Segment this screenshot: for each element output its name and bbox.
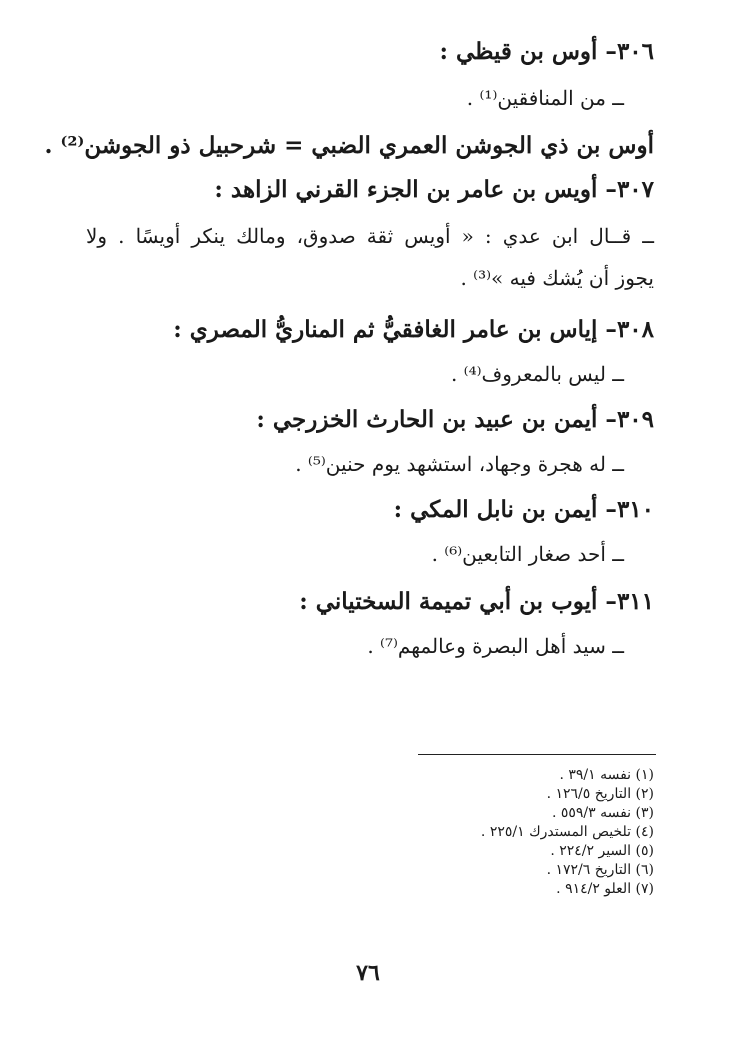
entry-307-quote-line-1: ــ قــال ابن عدي : « أويس ثقة صدوق، ومالك ينكر أويسًا . ولا: [86, 224, 654, 248]
entry-311-note: ــ سيد أهل البصرة وعالمهم⁽⁷⁾ .: [367, 634, 624, 658]
entry-308-note: ــ ليس بالمعروف⁽⁴⁾ .: [450, 362, 624, 386]
entry-306-note: ــ من المنافقين⁽¹⁾ .: [466, 86, 624, 110]
footnote-1: (١) نفسه ٣٩/١ .: [559, 767, 654, 783]
footnote-2: (٢) التاريخ ١٢٦/٥ .: [546, 786, 654, 802]
entry-310-note: ــ أحد صغار التابعين⁽⁶⁾ .: [431, 542, 624, 566]
footnote-7: (٧) العلو ٩١٤/٢ .: [556, 881, 654, 897]
entry-307-heading: ٣٠٧– أويس بن عامر بن الجزء القرني الزاهد :: [214, 176, 654, 203]
entry-310-heading: ٣١٠– أيمن بن نابل المكي :: [393, 496, 654, 523]
footnote-5: (٥) السير ٢٢٤/٢ .: [550, 843, 654, 859]
entry-311-heading: ٣١١– أيوب بن أبي تميمة السختياني :: [299, 588, 654, 615]
entry-309-note: ــ له هجرة وجهاد، استشهد يوم حنين⁽⁵⁾ .: [295, 452, 624, 476]
entry-306-heading: ٣٠٦– أوس بن قيظي :: [439, 38, 654, 65]
page-number: ٧٦: [356, 960, 380, 986]
footnote-4: (٤) تلخيص المستدرك ٢٢٥/١ .: [480, 824, 654, 840]
footnote-6: (٦) التاريخ ١٧٢/٦ .: [546, 862, 654, 878]
entry-309-heading: ٣٠٩– أيمن بن عبيد بن الحارث الخزرجي :: [256, 406, 654, 433]
cross-reference-aws: أوس بن ذي الجوشن العمري الضبي = شرحبيل ذو الجوشن⁽²⁾ .: [44, 132, 654, 159]
entry-307-quote-line-2: يجوز أن يُشك فيه »⁽³⁾ .: [460, 266, 654, 290]
footnote-3: (٣) نفسه ٥٥٩/٣ .: [551, 805, 654, 821]
entry-308-heading: ٣٠٨– إياس بن عامر الغافقيُّ ثم المناريُّ المصري :: [173, 316, 654, 343]
footnote-divider: [418, 754, 656, 755]
